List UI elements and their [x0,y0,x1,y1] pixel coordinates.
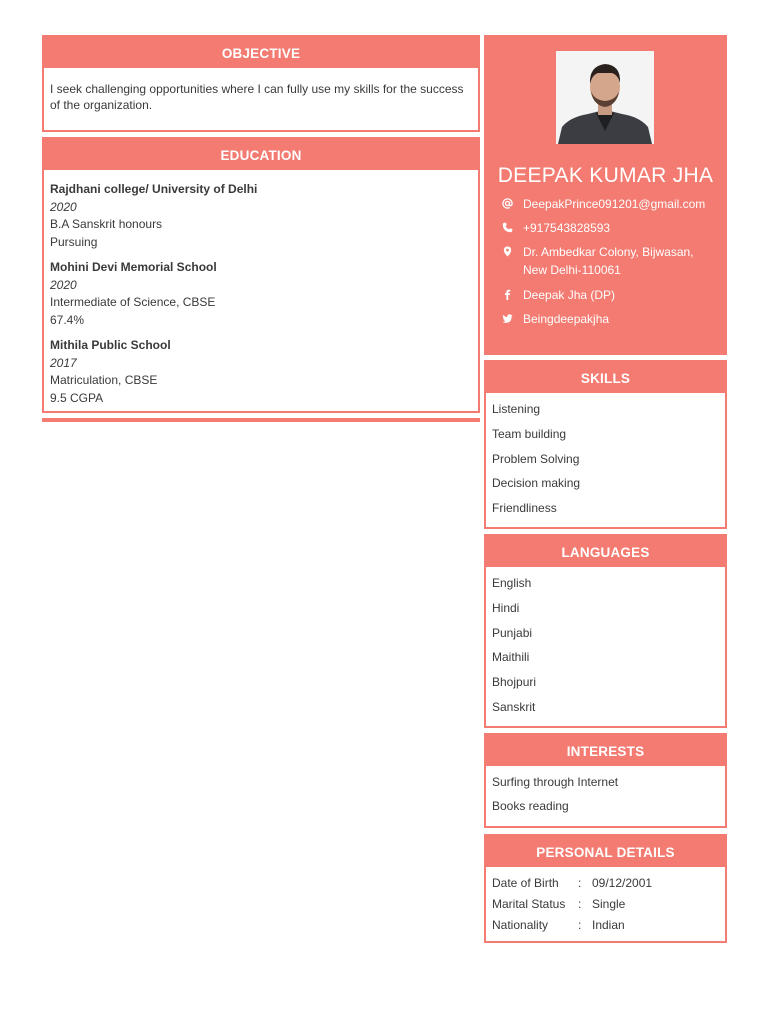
education-course: B.A Sanskrit honours [50,217,163,231]
education-school: Rajdhani college/ University of Delhi [50,182,258,196]
contact-facebook[interactable] [502,286,720,304]
personal-details-heading: PERSONAL DETAILS [486,836,725,869]
interests-heading: INTERESTS [486,735,725,768]
contact-phone[interactable] [502,219,720,237]
education-year: 2020 [50,199,77,214]
contact-email[interactable] [502,195,720,213]
personal-detail-row [492,917,719,938]
objective-heading: OBJECTIVE [44,37,478,70]
contact-address [502,243,720,279]
language-item: Maithili [492,650,530,665]
contact-twitter[interactable] [502,310,720,328]
education-heading: EDUCATION [44,139,478,172]
left-column-divider [42,418,480,422]
skills-heading: SKILLS [486,362,725,395]
personal-detail-label: Marital Status [492,897,566,911]
language-item: English [492,576,532,590]
skill-item: Friendliness [492,501,557,516]
personal-detail-separator: : [578,918,582,932]
education-school: Mithila Public School [50,338,171,352]
skill-item: Listening [492,402,541,416]
contact-email-text: DeepakPrince091201@gmail.com [523,197,706,211]
education-course: Matriculation, CBSE [50,373,158,387]
languages-section [484,534,727,728]
education-school: Mohini Devi Memorial School [50,260,217,274]
facebook-icon [502,286,523,304]
education-item [50,181,472,251]
contact-phone-text: +917543828593 [523,221,611,235]
personal-detail-label: Nationality [492,918,549,932]
skill-item: Problem Solving [492,451,580,466]
language-item: Punjabi [492,625,533,640]
personal-detail-label: Date of Birth [492,876,559,890]
education-result: 9.5 CGPA [50,390,104,405]
personal-detail-value: Single [592,897,626,911]
interests-section [484,733,727,828]
contact-facebook-text: Deepak Jha (DP) [523,288,616,302]
languages-heading: LANGUAGES [486,536,725,569]
location-pin-icon [502,243,523,279]
profile-card [484,35,727,355]
personal-detail-separator: : [578,897,582,911]
contact-address-text: Dr. Ambedkar Colony, Bijwasan, New Delhi-110061 [523,245,694,277]
interest-item: Books reading [492,799,569,813]
personal-detail-row [492,875,719,896]
language-item: Hindi [492,600,520,615]
personal-detail-value: 09/12/2001 [592,876,653,890]
objective-section [42,35,480,132]
twitter-icon [502,310,523,328]
profile-name: DEEPAK KUMAR JHA [497,164,714,187]
personal-details-section [484,834,727,943]
personal-detail-value: Indian [592,918,625,932]
education-section [42,137,480,413]
education-result: 67.4% [50,312,85,327]
skill-item: Decision making [492,476,581,491]
education-result: Pursuing [50,234,98,249]
phone-icon [502,219,523,237]
at-icon [502,195,523,213]
education-year: 2017 [50,355,77,370]
skills-section [484,360,727,529]
objective-text: I seek challenging opportunities where I can fully use my skills for the success of the organization. [50,82,464,112]
profile-photo [556,51,654,144]
personal-detail-row [492,896,719,917]
education-item [50,337,472,407]
personal-detail-separator: : [578,876,582,890]
language-item: Bhojpuri [492,675,537,690]
interest-item: Surfing through Internet [492,775,619,789]
education-course: Intermediate of Science, CBSE [50,295,216,309]
contact-twitter-text: Beingdeepakjha [523,312,610,326]
education-item [50,259,472,329]
education-year: 2020 [50,277,77,292]
skill-item: Team building [492,426,567,441]
language-item: Sanskrit [492,699,536,714]
